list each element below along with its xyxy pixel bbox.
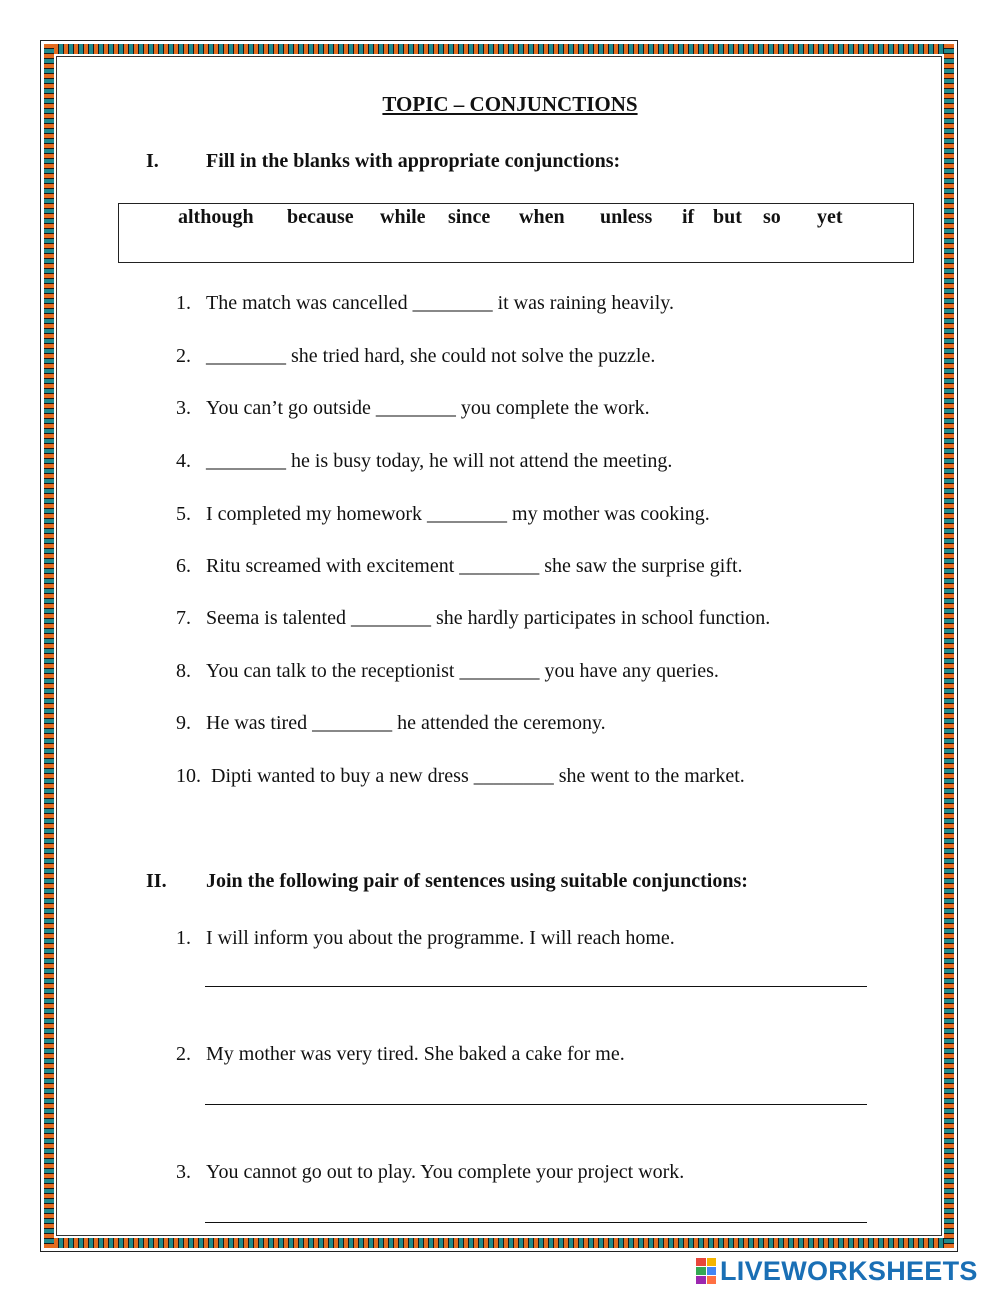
fill-blank-question: 3. You can’t go outside ________ you complete the work. — [176, 397, 650, 419]
fill-blank-question: 8. You can talk to the receptionist ________ you have any queries. — [176, 660, 719, 682]
fill-blank-question: 4. ________ he is busy today, he will not attend the meeting. — [176, 450, 673, 472]
word-bank-item: so — [763, 206, 781, 228]
word-bank-item: because — [287, 206, 354, 228]
join-sentence-question: 1. I will inform you about the programme. I will reach home. — [176, 927, 675, 949]
fill-blank-question: 7. Seema is talented ________ she hardly participates in school function. — [176, 607, 771, 629]
word-bank-item: since — [448, 206, 491, 228]
liveworksheets-logo — [696, 1256, 978, 1286]
answer-line[interactable] — [205, 1104, 867, 1105]
word-bank-item: but — [713, 206, 742, 228]
word-bank-item: while — [380, 206, 426, 228]
section-2-instruction: Join the following pair of sentences using suitable conjunctions: — [206, 870, 748, 892]
fill-blank-question: 9. He was tired ________ he attended the ceremony. — [176, 712, 606, 734]
decorative-border-right — [944, 44, 954, 1248]
word-bank-item: yet — [817, 206, 843, 228]
word-bank-item: when — [519, 206, 565, 228]
liveworksheets-brand: LIVEWORKSHEETS — [720, 1255, 978, 1286]
fill-blank-question: 6. Ritu screamed with excitement ________ she saw the surprise gift. — [176, 555, 743, 577]
page-title: TOPIC – CONJUNCTIONS — [382, 92, 638, 116]
liveworksheets-blocks-icon — [696, 1258, 716, 1284]
fill-blank-question: 2. ________ she tried hard, she could not solve the puzzle. — [176, 345, 656, 367]
section-2-number: II. — [146, 870, 167, 892]
word-bank-item: although — [178, 206, 254, 228]
word-bank-item: if — [682, 206, 695, 228]
join-sentence-question: 3. You cannot go out to play. You complete your project work. — [176, 1161, 685, 1183]
section-1-heading — [146, 150, 620, 173]
fill-blank-question: 5. I completed my homework ________ my mother was cooking. — [176, 503, 710, 525]
decorative-border-top — [44, 44, 954, 54]
fill-blank-question: 10. Dipti wanted to buy a new dress ________ she went to the market. — [176, 765, 745, 787]
decorative-border-bottom — [44, 1238, 954, 1248]
fill-blank-question: 1. The match was cancelled ________ it was raining heavily. — [176, 292, 674, 314]
join-sentence-question: 2. My mother was very tired. She baked a cake for me. — [176, 1043, 625, 1065]
word-bank-item: unless — [600, 206, 653, 228]
answer-line[interactable] — [205, 1222, 867, 1223]
section-1-number: I. — [146, 150, 159, 172]
section-2-heading — [146, 870, 748, 893]
decorative-border-left — [44, 44, 54, 1248]
section-1-instruction: Fill in the blanks with appropriate conjunctions: — [206, 150, 621, 172]
answer-line[interactable] — [205, 986, 867, 987]
